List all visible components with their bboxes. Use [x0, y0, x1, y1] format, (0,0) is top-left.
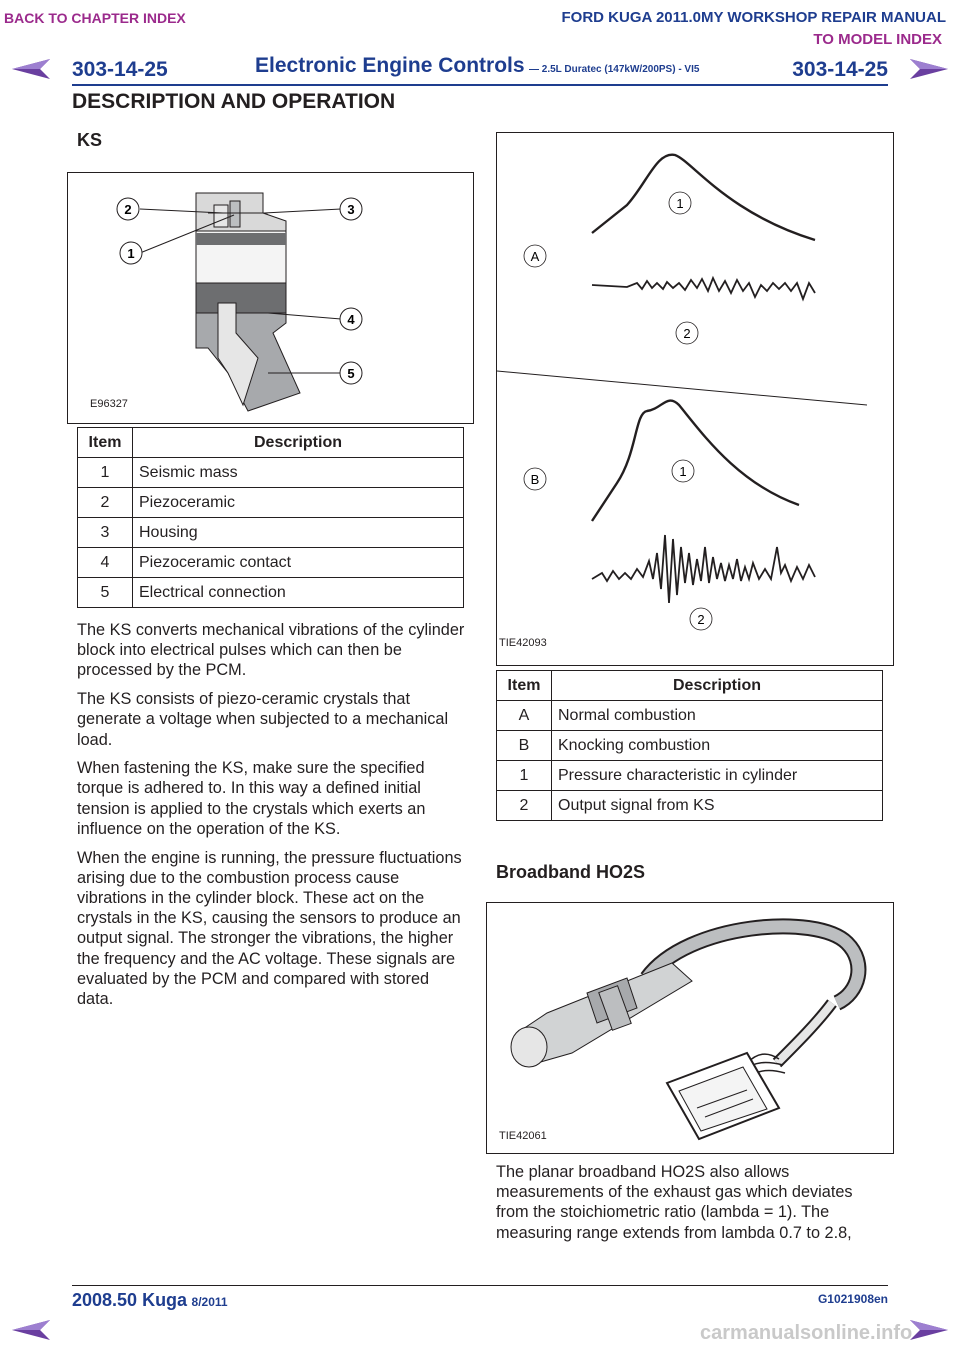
ks-figure-code: E96327 — [90, 398, 128, 410]
to-model-index-link[interactable]: TO MODEL INDEX — [813, 31, 942, 48]
footer-doc-code: G1021908en — [817, 1292, 888, 1306]
ks-callout-2 — [117, 198, 139, 220]
section-title-block — [255, 54, 699, 78]
description-cell: Output signal from KS — [552, 791, 883, 821]
label-b — [524, 468, 546, 490]
label-2-knocking — [690, 608, 712, 630]
combustion-waveform-drawing — [497, 133, 893, 665]
label-1-knocking — [672, 460, 694, 482]
paragraph: When fastening the KS, make sure the specified torque is adhered to. In this way a defined initial tension is applied to the crystals which exerts an influence on the operation of the KS. — [77, 759, 426, 838]
item-cell: 5 — [78, 578, 133, 608]
paragraph: The planar broadband HO2S also allows measurements of the exhaust gas which deviates from the stoichiometric ratio (lambda = 1). The measuring range extends from lambda 0.7 to 2.8, — [496, 1163, 853, 1242]
ks-heading: KS — [77, 130, 103, 150]
next-page-arrow-icon[interactable] — [908, 1318, 950, 1342]
section-subtitle: — 2.5L Duratec (147kW/200PS) - VI5 — [529, 64, 700, 75]
label-a — [524, 245, 546, 267]
ks-callout-1 — [120, 242, 142, 264]
table-row — [78, 578, 464, 608]
ks-callout-4 — [340, 308, 362, 330]
item-cell: 1 — [497, 761, 552, 791]
svg-text:2: 2 — [124, 202, 132, 217]
table-row — [78, 488, 464, 518]
svg-text:3: 3 — [347, 202, 355, 217]
table-row — [497, 731, 883, 761]
ks-figure — [67, 172, 474, 424]
previous-page-arrow-icon[interactable] — [10, 57, 52, 81]
description-cell: Knocking combustion — [552, 731, 883, 761]
item-cell: A — [497, 701, 552, 731]
page-number-left: 303-14-25 — [72, 58, 168, 81]
page-heading: DESCRIPTION AND OPERATION — [72, 90, 396, 113]
table-header-row — [78, 428, 464, 458]
table-row — [497, 701, 883, 731]
item-cell: 2 — [497, 791, 552, 821]
description-cell: Pressure characteristic in cylinder — [552, 761, 883, 791]
svg-text:4: 4 — [347, 312, 355, 327]
footer-model-block — [72, 1290, 228, 1311]
ho2s-heading: Broadband HO2S — [496, 862, 646, 882]
ks-legend-table — [77, 427, 464, 608]
ks-callout-3 — [340, 198, 362, 220]
table-row — [78, 548, 464, 578]
combustion-figure-code: TIE42093 — [499, 637, 547, 649]
description-column-header: Description — [552, 671, 883, 701]
previous-page-arrow-icon[interactable] — [10, 1318, 52, 1342]
svg-text:1: 1 — [127, 246, 135, 261]
combustion-legend-table — [496, 670, 883, 821]
item-cell: 3 — [78, 518, 133, 548]
next-page-arrow-icon[interactable] — [908, 57, 950, 81]
combustion-figure — [496, 132, 894, 666]
header-rule — [72, 84, 888, 86]
knock-sensor-drawing — [68, 173, 473, 423]
manual-title: FORD KUGA 2011.0MY WORKSHOP REPAIR MANUAL — [561, 9, 946, 26]
footer-model: 2008.50 Kuga — [72, 1290, 188, 1310]
item-cell: 1 — [78, 458, 133, 488]
item-cell: 2 — [78, 488, 133, 518]
ks-callout-5 — [340, 362, 362, 384]
item-column-header: Item — [497, 671, 552, 701]
svg-text:A: A — [530, 249, 540, 264]
page-number-right: 303-14-25 — [792, 58, 888, 81]
description-cell: Piezoceramic contact — [133, 548, 464, 578]
svg-text:1: 1 — [676, 196, 684, 211]
description-cell: Seismic mass — [133, 458, 464, 488]
paragraph: The KS converts mechanical vibrations of the cylinder block into electrical pulses which can then be processed by the PCM. — [77, 621, 465, 680]
table-row — [497, 761, 883, 791]
label-2-normal — [676, 322, 698, 344]
description-cell: Electrical connection — [133, 578, 464, 608]
ho2s-sensor-drawing — [487, 903, 893, 1153]
ho2s-figure — [486, 902, 894, 1154]
label-1-normal — [669, 192, 691, 214]
description-cell: Housing — [133, 518, 464, 548]
section-title: Electronic Engine Controls — [255, 54, 525, 77]
svg-text:2: 2 — [683, 326, 691, 341]
description-column-header: Description — [133, 428, 464, 458]
watermark: carmanualsonline.info — [700, 1322, 913, 1344]
table-row — [78, 518, 464, 548]
ks-body-text — [77, 620, 467, 1018]
description-cell: Normal combustion — [552, 701, 883, 731]
back-to-chapter-link[interactable]: BACK TO CHAPTER INDEX — [4, 10, 186, 26]
footer-date: 8/2011 — [191, 1295, 228, 1309]
footer-rule — [72, 1285, 888, 1286]
table-header-row — [497, 671, 883, 701]
table-row — [497, 791, 883, 821]
svg-text:5: 5 — [347, 366, 355, 381]
paragraph: The KS consists of piezo-ceramic crystals that generate a voltage when subjected to a mechanical load. — [77, 690, 449, 749]
item-cell: B — [497, 731, 552, 761]
svg-text:B: B — [530, 472, 540, 487]
ho2s-body-text — [496, 1162, 888, 1251]
svg-text:2: 2 — [697, 612, 705, 627]
paragraph: When the engine is running, the pressure fluctuations arising due to the combustion process cause vibrations in the cylinder block. These act on the crystals in the KS, causing the sensors to produce an output signal. The stronger the vibrations, the higher the frequency and the AC voltage. These signals are evaluated by the PCM and compared with stored data. — [77, 848, 462, 1008]
item-cell: 4 — [78, 548, 133, 578]
item-column-header: Item — [78, 428, 133, 458]
svg-text:1: 1 — [679, 464, 687, 479]
description-cell: Piezoceramic — [133, 488, 464, 518]
table-row — [78, 458, 464, 488]
ho2s-figure-code: TIE42061 — [499, 1130, 547, 1142]
